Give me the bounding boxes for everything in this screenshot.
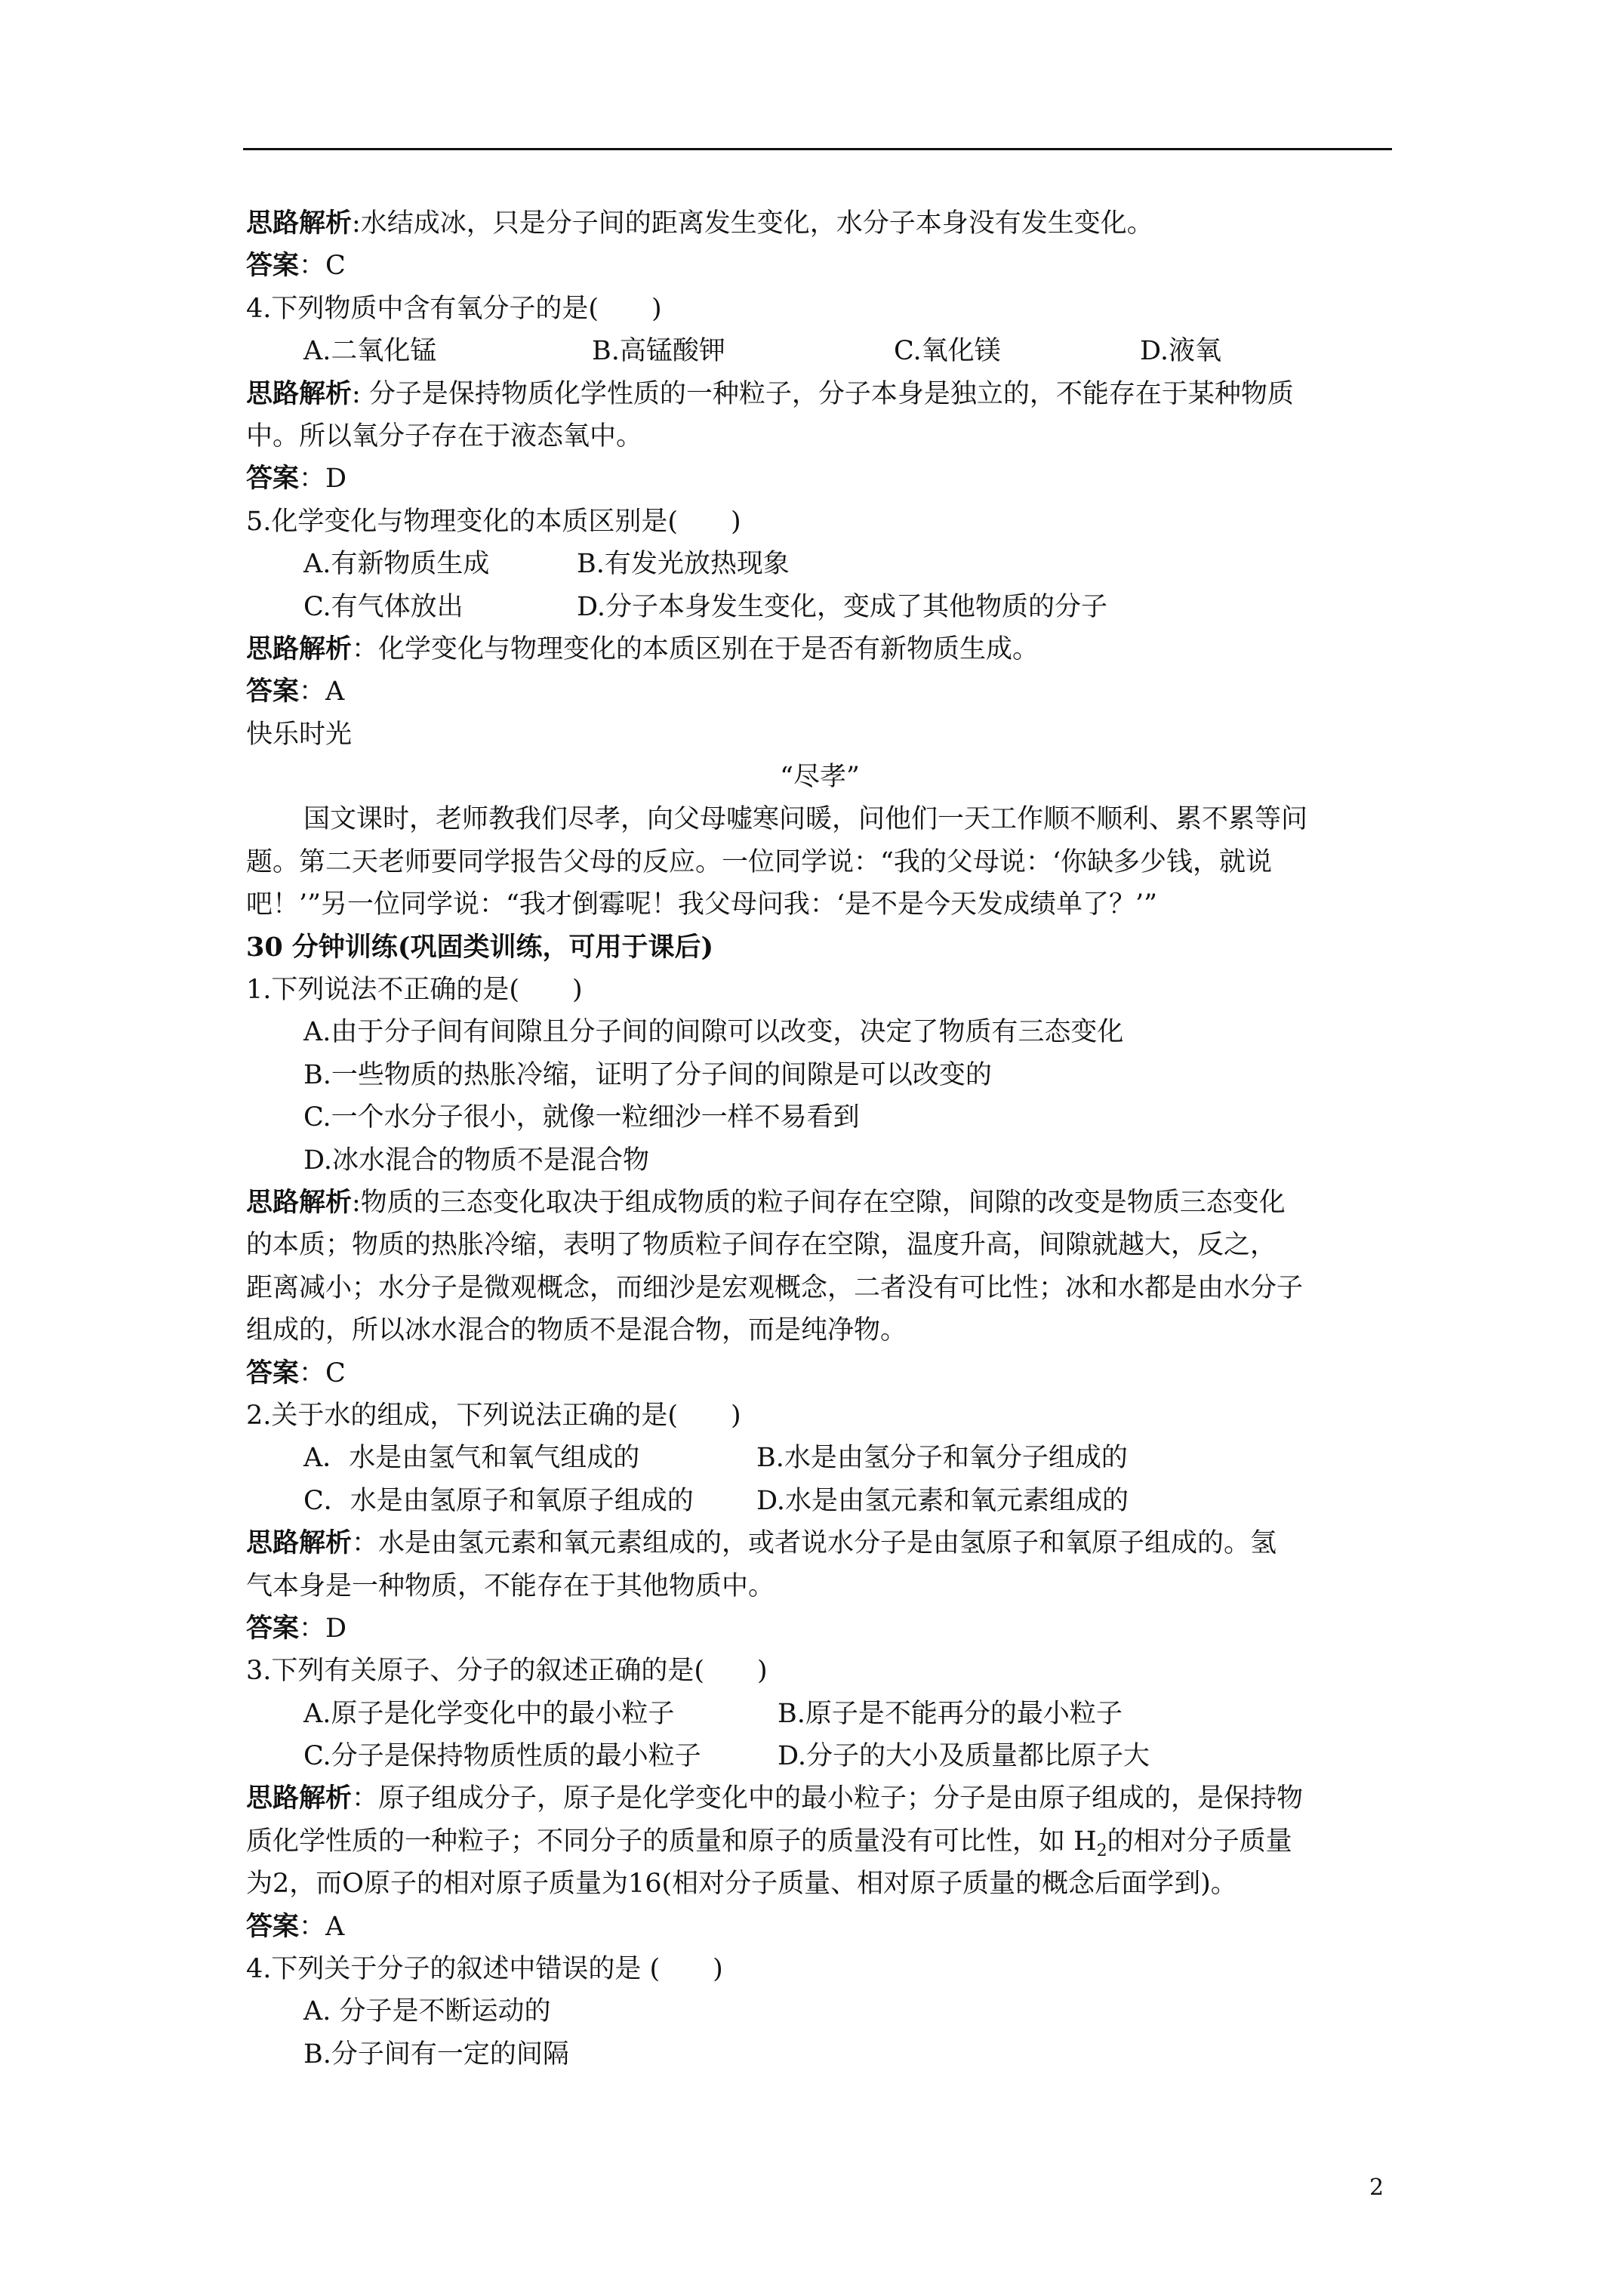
analysis-line: 思路解析:物质的三态变化取决于组成物质的粒子间存在空隙，间隙的改变是物质三态变化: [246, 1186, 1286, 1218]
options-row: [246, 586, 1394, 628]
analysis-line: 思路解析:水结成冰，只是分子间的距离发生变化，水分子本身没有发生变化。: [246, 208, 1153, 239]
analysis-line: 组成的，所以冰水混合的物质不是混合物，而是纯净物。: [246, 1315, 907, 1346]
option-c: C.一个水分子很小，就像一粒细沙一样不易看到: [303, 1102, 860, 1133]
story-line: 吧！’”另一位同学说：“我才倒霉呢！我父母问我：‘是不是今天发成绩单了？’”: [246, 889, 1158, 920]
options-row: [246, 1693, 1394, 1735]
header-rule: [243, 148, 1392, 150]
option-d: D.水是由氢元素和氧元素组成的: [756, 1485, 1129, 1516]
options-row: [246, 1480, 1394, 1522]
section-heading: 30 分钟训练(巩固类训练，可用于课后): [246, 931, 714, 963]
option-a: A．水是由氢气和氧气组成的: [303, 1443, 640, 1474]
question-stem: 3.下列有关原子、分子的叙述正确的是( ): [246, 1656, 768, 1687]
answer-line: 答案：A: [246, 676, 345, 707]
options-row: [246, 543, 1394, 585]
story-line: 题。第二天老师要同学报告父母的反应。一位同学说：“我的父母说：‘你缺多少钱，就说: [246, 846, 1273, 877]
analysis-line: 距离减小；水分子是微观概念，而细沙是宏观概念，二者没有可比性；冰和水都是由水分子: [246, 1272, 1304, 1303]
question-stem: 5.化学变化与物理变化的本质区别是( ): [246, 506, 741, 537]
option-c: C．水是由氢原子和氧原子组成的: [303, 1485, 694, 1516]
option-c: C.分子是保持物质性质的最小粒子: [303, 1741, 701, 1772]
analysis-line: 中。所以氧分子存在于液态氧中。: [246, 421, 643, 451]
answer-line: 答案：A: [246, 1910, 345, 1942]
option-d: D.分子本身发生变化，变成了其他物质的分子: [577, 591, 1107, 622]
option-c: C.有气体放出: [303, 591, 463, 622]
option-d: D.分子的大小及质量都比原子大: [778, 1741, 1150, 1772]
answer-line: 答案：D: [246, 463, 347, 495]
options-row: [246, 1735, 1394, 1777]
option-b: B.一些物质的热胀冷缩，证明了分子间的间隙是可以改变的: [303, 1059, 992, 1090]
story-title: “尽孝”: [780, 762, 860, 793]
subscript: 2: [1096, 1841, 1107, 1860]
analysis-line: 思路解析: 分子是保持物质化学性质的一种粒子，分子本身是独立的，不能存在于某种物质: [246, 378, 1294, 409]
analysis-line: 思路解析：原子组成分子，原子是化学变化中的最小粒子；分子是由原子组成的，是保持物: [246, 1783, 1304, 1814]
option-c: C.氧化镁: [894, 336, 1001, 367]
question-stem: 4.下列物质中含有氧分子的是( ): [246, 293, 662, 324]
story-line: 国文课时，老师教我们尽孝，向父母嘘寒问暖，问他们一天工作顺不顺利、累不累等问: [303, 804, 1308, 835]
page-number: 2: [1369, 2174, 1384, 2201]
happy-heading: 快乐时光: [246, 719, 353, 750]
analysis-line: 质化学性质的一种粒子；不同分子的质量和原子的质量没有可比性，如 $H_2$的相对分子质量: [246, 1826, 1292, 1860]
analysis-line: 的本质；物质的热胀冷缩，表明了物质粒子间存在空隙，温度升高，间隙就越大，反之，: [246, 1230, 1277, 1261]
answer-line: 答案：C: [246, 250, 346, 282]
option-a: A.二氧化锰: [303, 336, 437, 367]
answer-line: 答案：D: [246, 1612, 347, 1644]
option-b: B.有发光放热现象: [577, 549, 790, 580]
option-a: A.有新物质生成: [303, 549, 490, 580]
option-d: D.液氧: [1140, 336, 1221, 367]
option-a: A.由于分子间有间隙且分子间的间隙可以改变，决定了物质有三态变化: [303, 1017, 1124, 1048]
analysis-line: 思路解析：水是由氢元素和氧元素组成的，或者说水分子是由氢原子和氧原子组成的。氢: [246, 1527, 1277, 1559]
question-stem: 4.下列关于分子的叙述中错误的是 ( ): [246, 1954, 723, 1985]
question-stem: 2.关于水的组成，下列说法正确的是( ): [246, 1400, 741, 1431]
option-b: B.分子间有一定的间隔: [303, 2039, 569, 2069]
option-a: A.原子是化学变化中的最小粒子: [303, 1698, 675, 1729]
analysis-line: 思路解析：化学变化与物理变化的本质区别在于是否有新物质生成。: [246, 633, 1039, 664]
options-row: [246, 330, 1394, 372]
answer-line: 答案：C: [246, 1357, 346, 1388]
option-d: D.冰水混合的物质不是混合物: [303, 1145, 649, 1176]
document-body: [246, 202, 1394, 2076]
analysis-line: 为2，而O原子的相对原子质量为16(相对分子质量、相对原子质量的概念后面学到)。: [246, 1869, 1237, 1900]
analysis-line: 气本身是一种物质，不能存在于其他物质中。: [246, 1570, 775, 1601]
options-row: [246, 1437, 1394, 1479]
option-b: B.高锰酸钾: [592, 336, 725, 367]
option-a: A. 分子是不断运动的: [303, 1996, 551, 2027]
option-b: B.原子是不能再分的最小粒子: [778, 1698, 1123, 1729]
question-stem: 1.下列说法不正确的是( ): [246, 975, 583, 1006]
option-b: B.水是由氢分子和氧分子组成的: [756, 1443, 1128, 1474]
